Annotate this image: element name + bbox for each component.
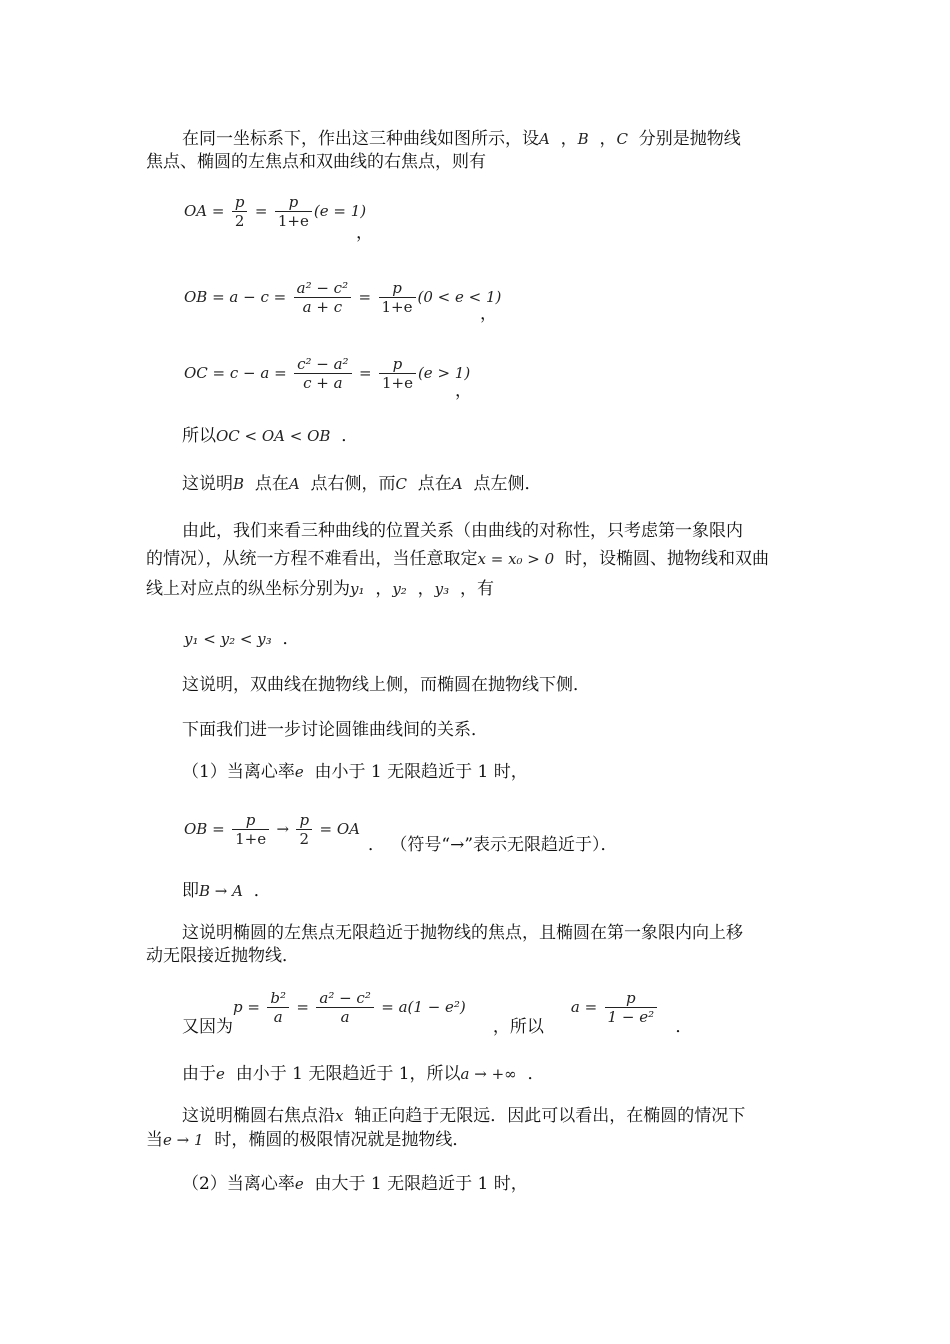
text: （2）当离心率 xyxy=(182,1174,295,1194)
para-hence-line3 xyxy=(146,578,494,600)
comma-after-OC xyxy=(455,380,472,402)
numerator: p xyxy=(232,193,248,212)
numerator: p xyxy=(605,989,658,1008)
para-right-focus-line1 xyxy=(182,1105,745,1127)
text: 由大于 1 无限趋近于 1 时， xyxy=(314,1174,528,1194)
text: 分别是抛物线 xyxy=(638,129,741,149)
para-hyperbola-above xyxy=(182,674,590,696)
text: （1）当离心率 xyxy=(182,762,295,782)
para-left-focus-line2 xyxy=(146,945,299,967)
text: 下面我们进一步讨论圆锥曲线间的关系． xyxy=(182,720,488,740)
math-var-x: x xyxy=(335,1107,344,1125)
denominator: c + a xyxy=(303,374,343,392)
math-var-e: e xyxy=(216,1065,225,1083)
fraction xyxy=(267,989,289,1026)
text: 线上对应点的纵坐标分别为 xyxy=(146,579,350,599)
para-since-e xyxy=(182,1063,544,1085)
text: 当 xyxy=(146,1130,163,1150)
equals: = xyxy=(358,364,372,382)
denominator: 2 xyxy=(299,830,310,848)
comma: ， xyxy=(455,381,472,401)
denominator: a xyxy=(340,1008,350,1026)
math-a-def: a = xyxy=(570,998,598,1016)
para-further xyxy=(182,719,488,741)
text: 焦点、椭圆的左焦点和双曲线的右焦点，则有 xyxy=(146,152,486,172)
denominator: 1+e xyxy=(277,212,309,230)
denominator: a + c xyxy=(302,298,343,316)
math-var-A: A xyxy=(451,475,463,493)
text: 点左侧． xyxy=(473,474,542,494)
condition: (0 < e < 1) xyxy=(417,288,502,306)
period: ． xyxy=(341,426,359,446)
period: ． xyxy=(675,1017,693,1037)
arrow-note xyxy=(368,834,618,856)
formula-OB-limit xyxy=(184,811,360,848)
math-var-e: e xyxy=(294,1175,304,1193)
math-OB: OB = a − c = xyxy=(184,288,287,306)
formula-p-and-a xyxy=(182,989,692,1038)
math-OA: OA = xyxy=(184,202,225,220)
para-left-focus-line1 xyxy=(182,922,743,944)
para-intro-line2 xyxy=(146,151,486,173)
para-case1 xyxy=(182,761,528,783)
comma: ， xyxy=(356,223,373,243)
math-OC: OC = c − a = xyxy=(184,364,287,382)
numerator: p xyxy=(275,193,312,212)
math-var-A: A xyxy=(288,475,300,493)
text: 即 xyxy=(182,881,199,901)
math-var-C: C xyxy=(616,130,628,148)
para-intro-line1 xyxy=(182,128,741,150)
text: 由于 xyxy=(182,1064,216,1084)
para-so xyxy=(182,425,358,447)
fraction xyxy=(296,811,312,848)
equals: = xyxy=(358,288,372,306)
numerator: c² − a² xyxy=(294,355,351,374)
numerator: a² − c² xyxy=(294,279,351,298)
math-p-def: p = xyxy=(233,998,260,1016)
equals: = xyxy=(254,202,268,220)
text: 时，椭圆的极限情况就是抛物线． xyxy=(214,1130,470,1150)
text: 在同一坐标系下，作出这三种曲线如图所示，设 xyxy=(182,129,539,149)
fraction xyxy=(294,279,351,316)
text: 时，设椭圆、抛物线和双曲 xyxy=(565,549,769,569)
comma-after-OB xyxy=(480,303,497,325)
numerator: p xyxy=(296,811,312,830)
math-eq-OA: = OA xyxy=(319,820,360,838)
fraction xyxy=(294,355,351,392)
comma: ， xyxy=(417,579,435,599)
numerator: b² xyxy=(267,989,289,1008)
para-hence-line1 xyxy=(182,520,743,542)
formula-OA xyxy=(184,193,366,230)
condition: (e = 1) xyxy=(313,202,367,220)
comma: ， xyxy=(459,579,477,599)
fraction xyxy=(379,355,416,392)
formula-OC xyxy=(184,355,470,392)
comma-after-OA xyxy=(356,222,373,244)
math-var-B: B xyxy=(233,475,245,493)
text: 又因为 xyxy=(182,1017,233,1037)
text: 所以 xyxy=(182,426,216,446)
math-x-condition: x = x₀ > 0 xyxy=(477,550,555,568)
arrow: → xyxy=(276,820,290,838)
fraction xyxy=(232,193,248,230)
denominator: 1+e xyxy=(381,298,413,316)
comma: ， xyxy=(599,129,617,149)
text: 由此，我们来看三种曲线的位置关系（由曲线的对称性，只考虑第一象限内 xyxy=(182,521,743,541)
text: 动无限接近抛物线． xyxy=(146,946,299,966)
text: 这说明椭圆的左焦点无限趋近于抛物线的焦点，且椭圆在第一象限内向上移 xyxy=(182,923,743,943)
fraction xyxy=(316,989,373,1026)
text: 由小于 1 无限趋近于 1 时， xyxy=(314,762,528,782)
period: ． xyxy=(527,1064,545,1084)
numerator: p xyxy=(379,355,416,374)
math-a-to-inf: a → +∞ xyxy=(460,1065,517,1083)
para-position xyxy=(182,473,541,495)
denominator: a xyxy=(273,1008,283,1026)
math-y3: y₃ xyxy=(434,580,450,598)
numerator: p xyxy=(379,279,416,298)
para-right-focus-line2 xyxy=(146,1129,469,1151)
math-e-to-1: e → 1 xyxy=(163,1131,204,1149)
math-inequality: OC < OA < OB xyxy=(216,427,331,445)
math-eq-a: = a(1 − e²) xyxy=(381,998,466,1016)
para-case2 xyxy=(182,1173,528,1195)
period: ． xyxy=(282,629,300,649)
period: ． xyxy=(368,835,385,855)
math-y-inequality: y₁ < y₂ < y₃ xyxy=(184,630,272,648)
text: 这说明 xyxy=(182,474,233,494)
text: 点在 xyxy=(417,474,452,494)
math-var-B: B xyxy=(577,130,589,148)
math-var-e: e xyxy=(294,763,304,781)
formula-y-inequality xyxy=(184,628,299,650)
comma: ， xyxy=(560,129,578,149)
denominator: 1 − e² xyxy=(607,1008,655,1026)
comma: ， xyxy=(480,304,497,324)
math-var-C: C xyxy=(395,475,407,493)
denominator: 2 xyxy=(234,212,245,230)
para-hence-line2 xyxy=(146,548,769,570)
math-OB: OB = xyxy=(184,820,225,838)
text: 这说明椭圆右焦点沿 xyxy=(182,1106,335,1126)
text: 点右侧，而 xyxy=(310,474,396,494)
text: ，所以 xyxy=(492,1017,544,1037)
text: 轴正向趋于无限远．因此可以看出，在椭圆的情况下 xyxy=(354,1106,746,1126)
math-y2: y₂ xyxy=(392,580,407,598)
text: 点在 xyxy=(254,474,289,494)
condition: (e > 1) xyxy=(417,364,471,382)
fraction xyxy=(275,193,312,230)
math-var-A: A xyxy=(539,130,550,148)
math-y1: y₁ xyxy=(350,580,365,598)
comma: ， xyxy=(375,579,393,599)
denominator: 1+e xyxy=(235,830,267,848)
fraction xyxy=(605,989,658,1026)
denominator: 1+e xyxy=(381,374,413,392)
numerator: p xyxy=(232,811,269,830)
text: 有 xyxy=(476,579,494,599)
math-B-to-A: B → A xyxy=(199,882,243,900)
text: 这说明，双曲线在抛物线上侧，而椭圆在抛物线下侧． xyxy=(182,675,590,695)
period: ． xyxy=(253,881,271,901)
equals: = xyxy=(296,998,309,1016)
fraction xyxy=(232,811,269,848)
text: （符号“→”表示无限趋近于）． xyxy=(390,835,618,855)
text: 由小于 1 无限趋近于 1，所以 xyxy=(235,1064,461,1084)
fraction xyxy=(379,279,416,316)
numerator: a² − c² xyxy=(316,989,373,1008)
para-therefore xyxy=(182,880,271,902)
text: 的情况），从统一方程不难看出，当任意取定 xyxy=(146,549,478,569)
formula-OB xyxy=(184,279,501,316)
